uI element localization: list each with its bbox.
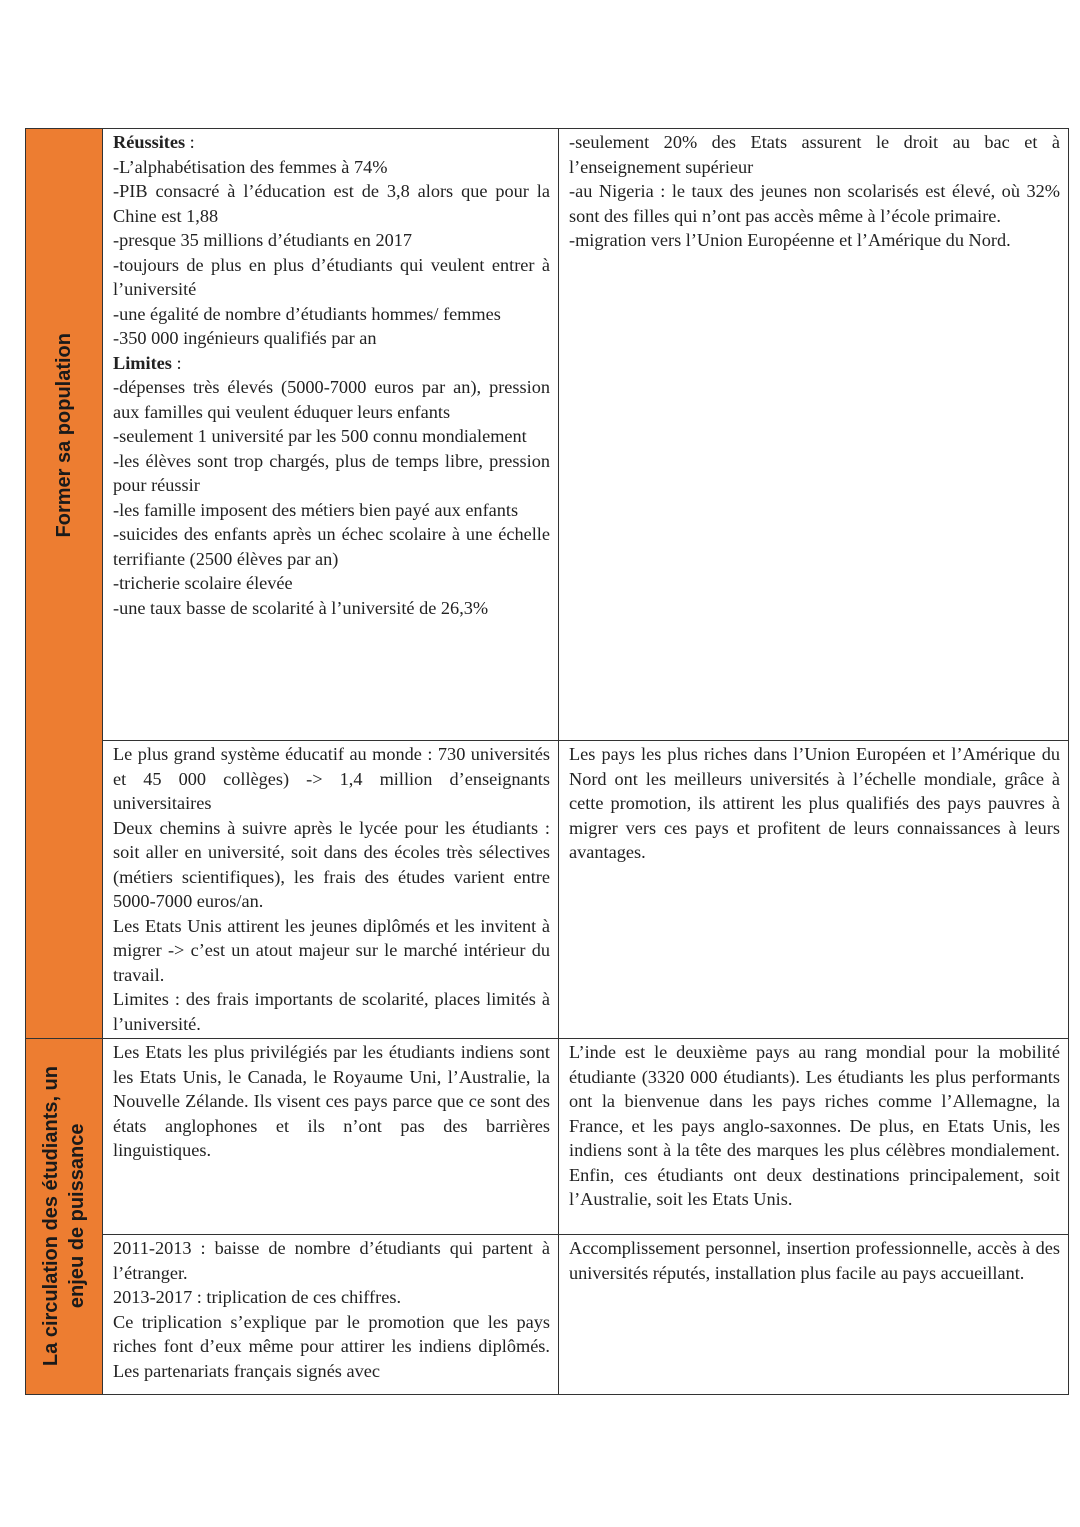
table-row bbox=[26, 1235, 1069, 1395]
text-line bbox=[113, 424, 550, 449]
text-line bbox=[569, 228, 1060, 253]
paragraph-text: -les famille imposent des métiers bien payé aux enfants bbox=[113, 499, 519, 520]
text-line bbox=[113, 449, 550, 498]
text-line bbox=[113, 351, 550, 376]
section-circulation-etudiants bbox=[26, 1039, 103, 1395]
paragraph-text: -seulement 20% des Etats assurent le droit au bac et à l’enseignement supérieur bbox=[569, 132, 1060, 177]
subheading-suffix: : bbox=[185, 132, 195, 152]
row4-left-cell bbox=[103, 1235, 559, 1395]
row2-right-cell bbox=[559, 741, 1069, 1039]
paragraph-text: Le plus grand système éducatif au monde : 730 universités et 45 000 collèges) -> 1,4 million d’enseignants universitaires bbox=[113, 744, 550, 813]
text-line bbox=[113, 1310, 550, 1384]
paragraph-text: -suicides des enfants après un échec scolaire à une échelle terrifiante (2500 élèves par an) bbox=[113, 524, 550, 569]
paragraph-text: -tricherie scolaire élevée bbox=[113, 573, 293, 593]
text-line bbox=[569, 179, 1060, 228]
section-label: La circulation des étudiants, un enjeu de puissance bbox=[40, 1066, 88, 1367]
table-row bbox=[26, 741, 1069, 1039]
paragraph-text: -migration vers l’Union Européenne et l’Amérique du Nord. bbox=[569, 230, 1011, 250]
text-line bbox=[113, 326, 550, 351]
section-former-sa-population bbox=[26, 129, 103, 1039]
paragraph-text: -350 000 ingénieurs qualifiés par an bbox=[113, 328, 377, 348]
paragraph-text: Accomplissement personnel, insertion professionnelle, accès à des universités réputés, installation plus facile au pays accueillant. bbox=[569, 1238, 1060, 1283]
table-row bbox=[26, 129, 1069, 741]
row3-right-cell bbox=[559, 1039, 1069, 1235]
content-table bbox=[25, 128, 1069, 1395]
paragraph-text: -dépenses très élevés (5000-7000 euros par an), pression aux familles qui veulent éduquer leurs enfants bbox=[113, 377, 550, 422]
paragraph-text: -L’alphabétisation des femmes à 74% bbox=[113, 156, 388, 177]
paragraph-text: Les pays les plus riches dans l’Union Européen et l’Amérique du Nord ont les meilleurs universités à l’échelle mondiale, grâce à cette promotion, ils attirent les plus qualifiés des pays pauvres à migrer vers ces pays et profitent de leurs connaissances à leurs avantages. bbox=[569, 744, 1060, 862]
text-line bbox=[113, 1285, 550, 1310]
paragraph-text: -une égalité de nombre d’étudiants hommes/ femmes bbox=[113, 303, 501, 324]
paragraph-text: Ce triplication s’explique par le promotion que les pays riches font d’eux même pour attirer les indiens diplômés. Les partenariats français signés avec bbox=[113, 1311, 550, 1381]
paragraph-text: -les élèves sont trop chargés, plus de temps libre, pression pour réussir bbox=[113, 450, 550, 495]
paragraph-text: 2013-2017 : triplication de ces chiffres. bbox=[113, 1287, 402, 1307]
paragraph-text: -presque 35 millions d’étudiants en 2017 bbox=[113, 230, 413, 250]
row4-right-cell bbox=[559, 1235, 1069, 1395]
text-line bbox=[113, 987, 550, 1036]
paragraph-text: -au Nigeria : le taux des jeunes non scolarisés est élevé, où 32% sont des filles qui n’ont pas accès même à l’école primaire. bbox=[569, 181, 1060, 226]
text-line bbox=[113, 179, 550, 228]
paragraph-text: Les Etats Unis attirent les jeunes diplômés et les invitent à migrer -> c’est un atout majeur sur le marché intérieur du travail. bbox=[113, 915, 550, 985]
text-line bbox=[113, 742, 550, 816]
paragraph-text: -seulement 1 université par les 500 connu mondialement bbox=[113, 426, 527, 446]
text-line bbox=[113, 816, 550, 914]
text-line bbox=[569, 1236, 1060, 1285]
text-line bbox=[113, 253, 550, 302]
paragraph-text: -une taux basse de scolarité à l’université de 26,3% bbox=[113, 597, 489, 618]
paragraph-text: 2011-2013 : baisse de nombre d’étudiants qui partent à l’étranger. bbox=[113, 1238, 550, 1283]
section-label: Former sa population bbox=[53, 332, 75, 538]
paragraph-text: -PIB consacré à l’éducation est de 3,8 alors que pour la Chine est 1,88 bbox=[113, 181, 550, 226]
text-line bbox=[113, 228, 550, 253]
paragraph-text: L’inde est le deuxième pays au rang mondial pour la mobilité étudiante (3320 000 étudiants). Les étudiants les plus performants ont la bienvenue dans les pays riches comme l’Allemagne, la France, et les pays anglo-saxonnes. De plus, en Etats Unis, les indiens sont à la tête des marques les plus célèbres mondialement. Enfin, ces étudiants ont deux destinations principalement, soit l’Australie, soit les Etats Unis. bbox=[569, 1042, 1060, 1209]
row2-left-cell bbox=[103, 741, 559, 1039]
text-line bbox=[113, 498, 550, 523]
subheading-suffix: : bbox=[171, 352, 182, 373]
text-line bbox=[113, 914, 550, 988]
row1-right-cell bbox=[559, 129, 1069, 741]
text-line bbox=[113, 522, 550, 571]
text-line bbox=[113, 130, 550, 155]
text-line bbox=[569, 742, 1060, 865]
row3-left-cell bbox=[103, 1039, 559, 1235]
text-line bbox=[113, 1040, 550, 1163]
paragraph-text: Les Etats les plus privilégiés par les étudiants indiens sont les Etats Unis, le Canada, le Royaume Uni, l’Australie, la Nouvelle Zélande. Ils visent ces pays parce que ce sont des états anglophones et ils n’ont pas des barrières linguistiques. bbox=[113, 1042, 550, 1160]
text-line bbox=[113, 571, 550, 596]
paragraph-text: -toujours de plus en plus d’étudiants qui veulent entrer à l’université bbox=[113, 254, 550, 299]
row1-left-cell bbox=[103, 129, 559, 741]
text-line bbox=[569, 1040, 1060, 1212]
table-row bbox=[26, 1039, 1069, 1235]
text-line bbox=[113, 596, 550, 621]
text-line bbox=[113, 1236, 550, 1285]
subheading: Réussites bbox=[113, 132, 186, 152]
paragraph-text: Deux chemins à suivre après le lycée pour les étudiants : soit aller en université, soit dans des écoles très sélectives (métiers scientifiques), les frais des études varient entre 5000-7000 euros/an. bbox=[113, 817, 550, 911]
paragraph-text: Limites : des frais importants de scolarité, places limités à l’université. bbox=[113, 989, 550, 1034]
text-line bbox=[113, 155, 550, 180]
text-line bbox=[113, 302, 550, 327]
text-line bbox=[113, 375, 550, 424]
subheading: Limites bbox=[113, 352, 172, 373]
text-line bbox=[569, 130, 1060, 179]
